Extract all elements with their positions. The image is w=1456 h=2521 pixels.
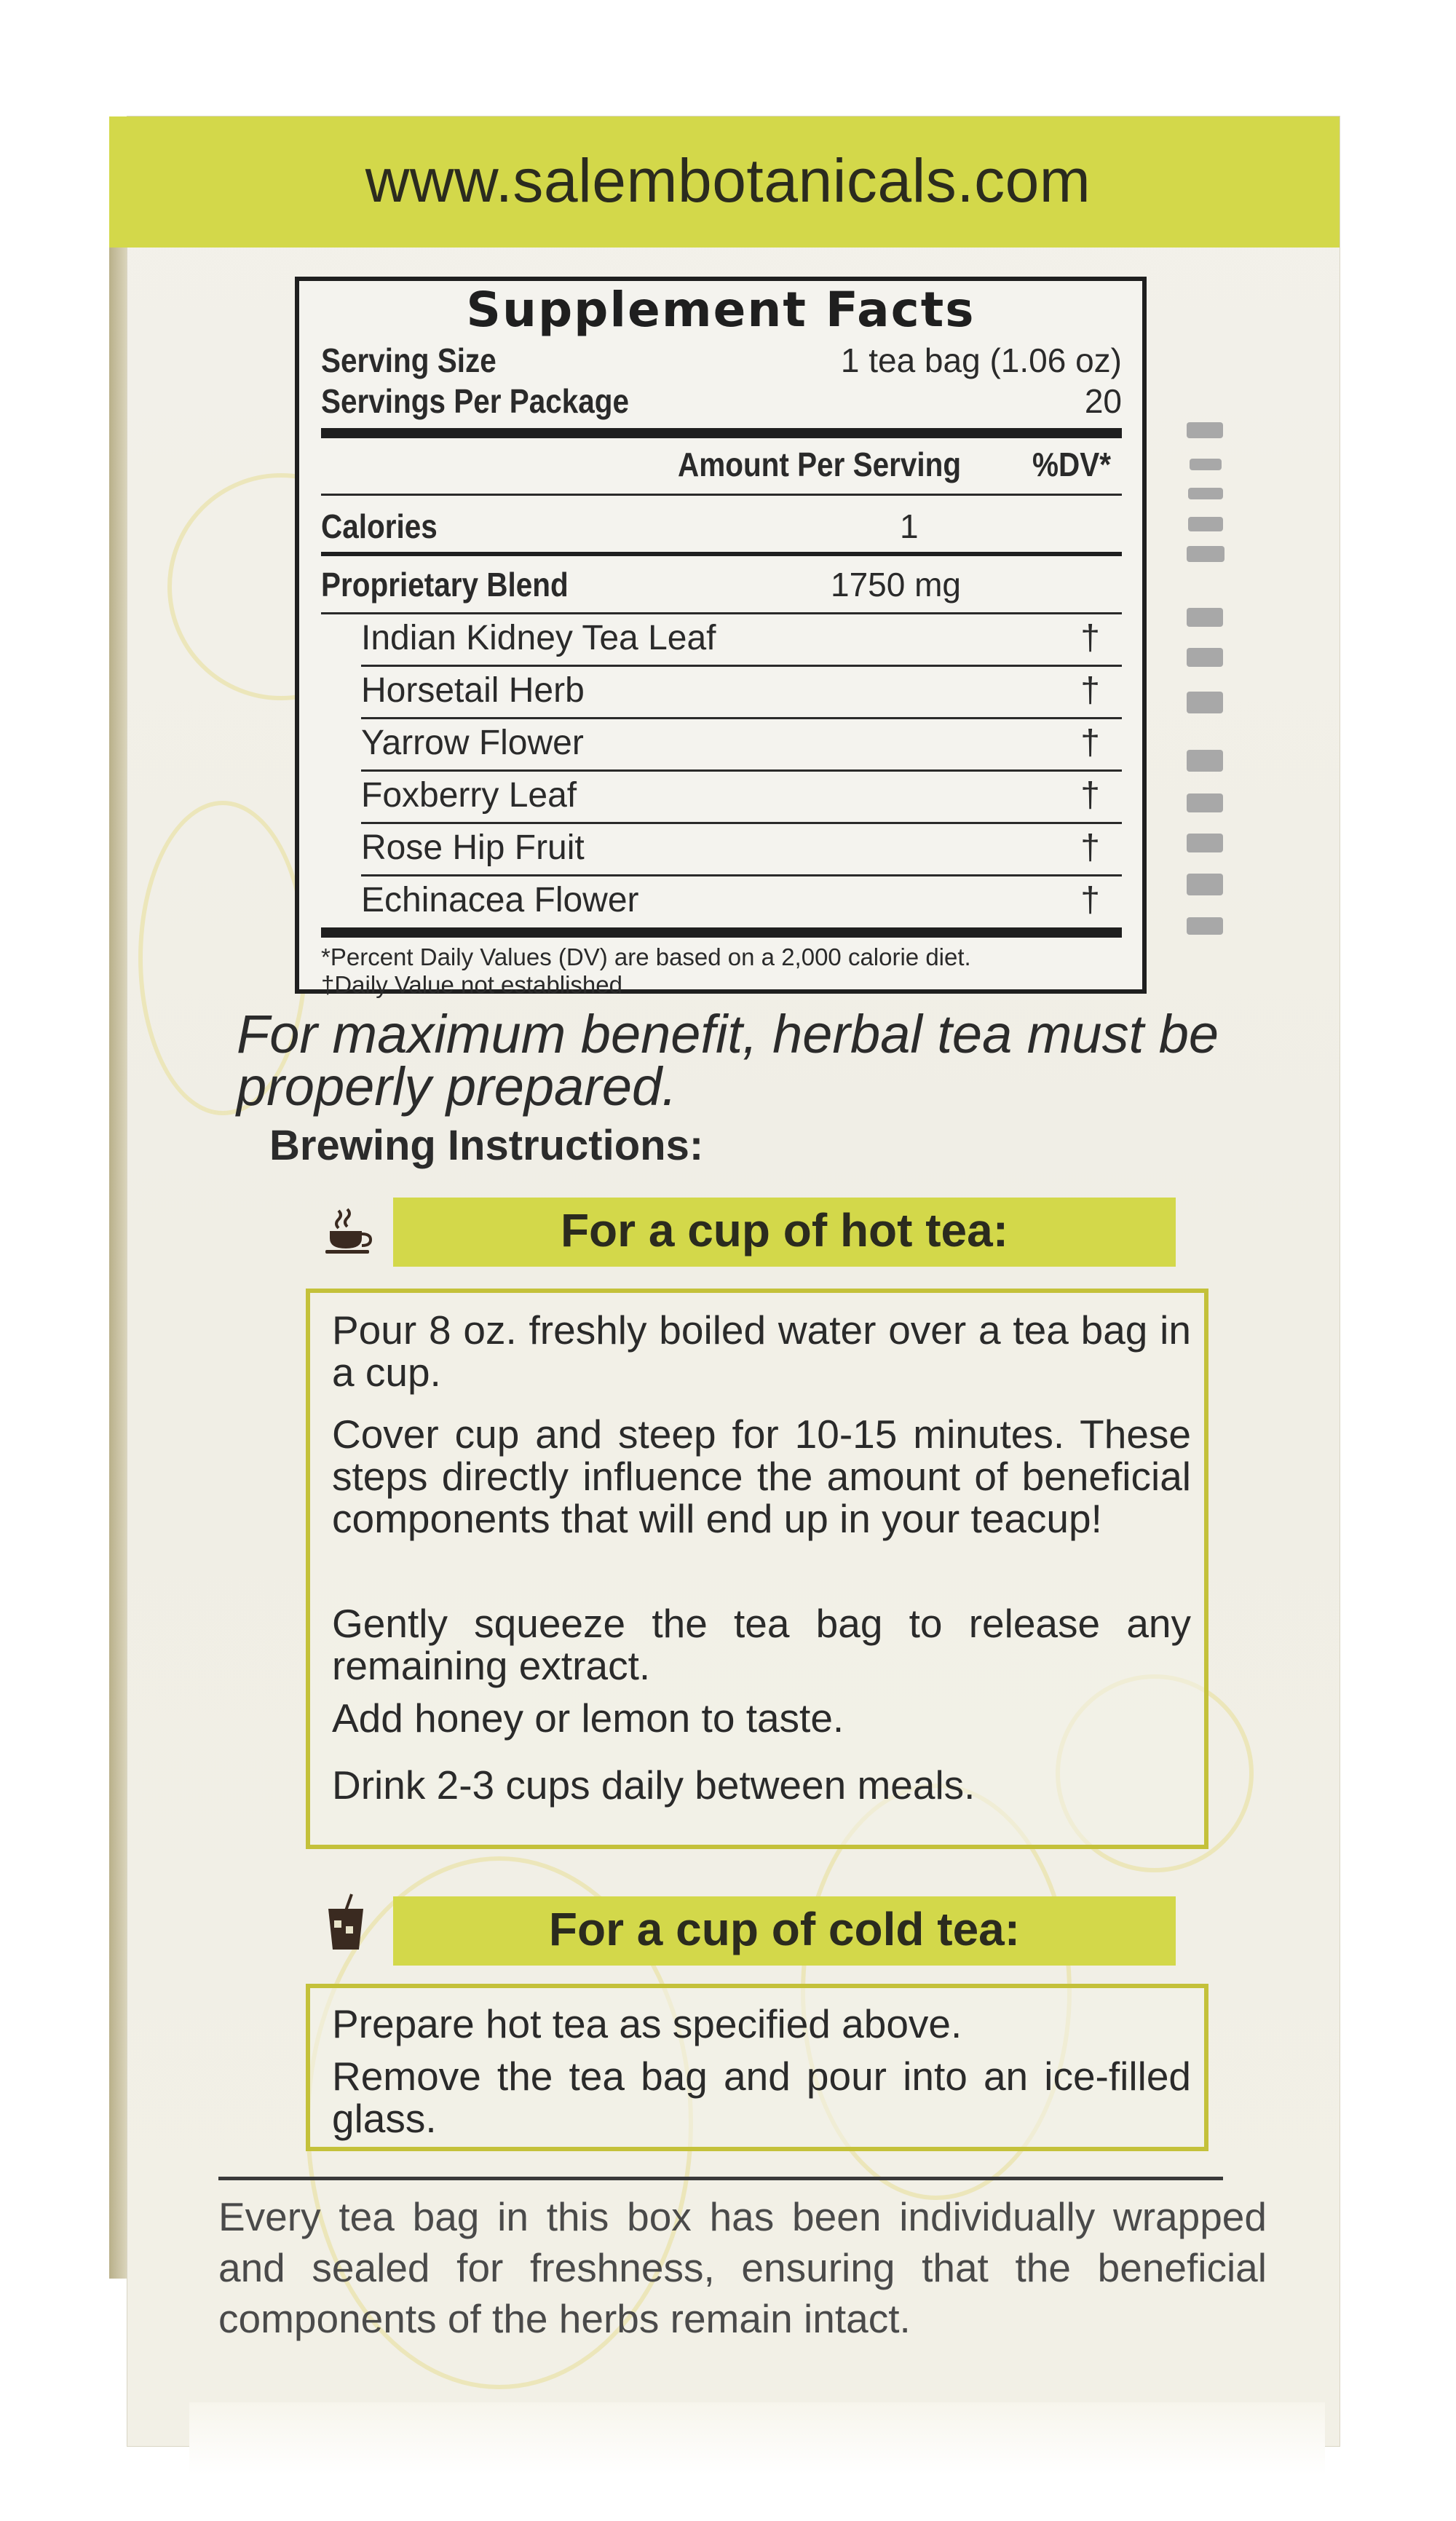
- ingredient-row: [361, 670, 1122, 711]
- supplement-facts-panel: [295, 277, 1147, 998]
- thin-rule: [321, 494, 1122, 496]
- brewing-instructions-title: Brewing Instructions:: [269, 1122, 704, 1169]
- hot-step: Add honey or lemon to taste.: [332, 1695, 844, 1741]
- ingredient-name: Yarrow Flower: [361, 724, 584, 762]
- thick-rule: [321, 927, 1122, 938]
- cold-step: Prepare hot tea as specified above.: [332, 2001, 962, 2046]
- servings-label: Servings Per Package: [321, 382, 630, 420]
- calories-value: 1: [900, 507, 919, 545]
- ingredient-row: [361, 618, 1122, 658]
- ingredient-name: Indian Kidney Tea Leaf: [361, 619, 716, 657]
- benefit-line-2: properly prepared.: [237, 1056, 677, 1117]
- thin-rule: [361, 769, 1122, 772]
- cold-tea-instructions: [306, 1984, 1208, 2151]
- ingredient-name: Foxberry Leaf: [361, 776, 577, 815]
- calories-label: Calories: [321, 507, 438, 545]
- thin-rule: [361, 665, 1122, 667]
- ingredient-name: Rose Hip Fruit: [361, 828, 585, 867]
- thin-rule: [361, 717, 1122, 719]
- lot-code-stamp: [1179, 415, 1238, 968]
- footer-divider: [218, 2177, 1223, 2180]
- hot-step: Cover cup and steep for 10-15 minutes. These steps directly influence the amount of beneficial components that will end up in your teacup!: [332, 1412, 1191, 1541]
- ingredient-name: Echinacea Flower: [361, 881, 639, 919]
- ingredient-dv: †: [1080, 671, 1100, 710]
- ingredient-name: Horsetail Herb: [361, 671, 585, 710]
- coffee-cup-icon: [324, 1205, 375, 1256]
- box-bottom: [189, 2402, 1325, 2475]
- hot-step: Gently squeeze the tea bag to release any remaining extract.: [332, 1601, 1191, 1688]
- amount-per-serving-header: Amount Per Serving: [678, 446, 962, 483]
- ingredient-row: [361, 828, 1122, 868]
- blend-value: 1750 mg: [831, 566, 962, 603]
- servings-value: 20: [1084, 382, 1122, 420]
- serving-size-label: Serving Size: [321, 341, 496, 379]
- ingredient-row: [361, 880, 1122, 920]
- ingredient-dv: †: [1080, 776, 1100, 815]
- ingredient-dv: †: [1080, 619, 1100, 657]
- cold-tea-header: [393, 1896, 1176, 1966]
- mid-rule: [321, 552, 1122, 556]
- hot-step: Drink 2-3 cups daily between meals.: [332, 1762, 976, 1808]
- hot-tea-instructions: [306, 1289, 1208, 1849]
- hot-tea-header: [393, 1198, 1176, 1267]
- ingredient-dv: †: [1080, 881, 1100, 919]
- ingredient-dv: †: [1080, 828, 1100, 867]
- thin-rule: [321, 612, 1122, 614]
- ingredient-row: [361, 775, 1122, 815]
- hot-tea-title: For a cup of hot tea:: [560, 1204, 1009, 1256]
- thin-rule: [361, 874, 1122, 876]
- cold-tea-title: For a cup of cold tea:: [548, 1903, 1021, 1955]
- thin-rule: [361, 822, 1122, 824]
- website-url[interactable]: www.salembotanicals.com: [365, 146, 1091, 215]
- dagger-footnote: †Daily Value not established: [321, 971, 622, 998]
- supplement-facts-title: Supplement Facts: [466, 282, 976, 338]
- dv-header: %DV*: [1032, 446, 1112, 483]
- benefit-note: [237, 1004, 1329, 1117]
- blend-label: Proprietary Blend: [321, 566, 569, 603]
- benefit-line-1: For maximum benefit, herbal tea must be: [237, 1004, 1219, 1064]
- dv-footnote: *Percent Daily Values (DV) are based on a 2,000 calorie diet.: [321, 943, 971, 970]
- hot-step: Pour 8 oz. freshly boiled water over a tea bag in a cup.: [332, 1307, 1191, 1395]
- ingredient-dv: †: [1080, 724, 1100, 762]
- thick-rule: [321, 428, 1122, 438]
- cold-step: Remove the tea bag and pour into an ice-filled glass.: [332, 2054, 1191, 2141]
- ingredient-row: [361, 723, 1122, 763]
- freshness-note: Every tea bag in this box has been individually wrapped and sealed for freshness, ensuring that the beneficial components of the herbs remain intact.: [218, 2194, 1267, 2341]
- serving-size-value: 1 tea bag (1.06 oz): [840, 341, 1122, 379]
- iced-drink-icon: [324, 1893, 368, 1951]
